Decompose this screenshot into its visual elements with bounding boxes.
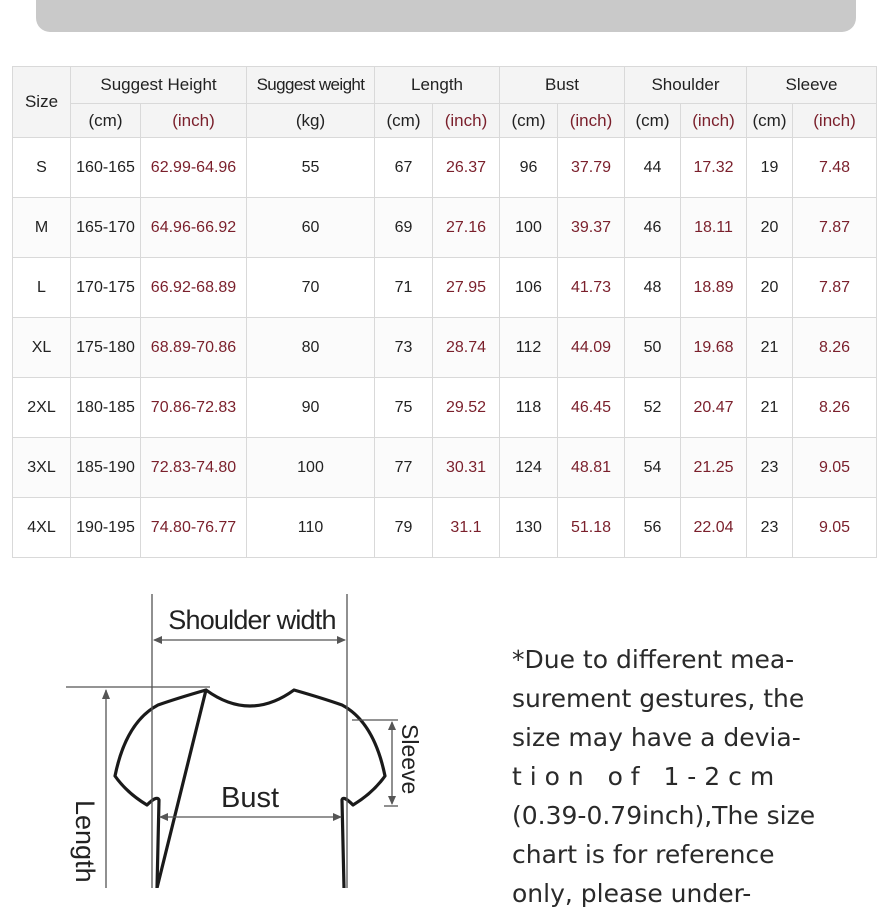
table-cell: 55 xyxy=(247,138,375,198)
title-banner xyxy=(36,0,856,32)
size-cell: M xyxy=(13,198,71,258)
table-row xyxy=(13,438,877,498)
table-cell: 51.18 xyxy=(558,498,625,558)
header-suggest-height: Suggest Height xyxy=(71,67,247,104)
size-chart-table-wrap xyxy=(12,66,876,558)
table-cell: 54 xyxy=(625,438,681,498)
note-line: *Due to different mea- xyxy=(512,645,795,674)
table-cell: 46 xyxy=(625,198,681,258)
table-cell: 27.16 xyxy=(433,198,500,258)
table-cell: 73 xyxy=(375,318,433,378)
table-cell: 7.87 xyxy=(793,258,877,318)
table-cell: 72.83-74.80 xyxy=(141,438,247,498)
table-cell: 80 xyxy=(247,318,375,378)
table-cell: 52 xyxy=(625,378,681,438)
table-cell: 74.80-76.77 xyxy=(141,498,247,558)
table-cell: 110 xyxy=(247,498,375,558)
table-cell: 20.47 xyxy=(681,378,747,438)
header-shoulder: Shoulder xyxy=(625,67,747,104)
table-cell: 20 xyxy=(747,198,793,258)
table-cell: 106 xyxy=(500,258,558,318)
length-label: Length xyxy=(70,800,100,883)
table-cell: 66.92-68.89 xyxy=(141,258,247,318)
table-cell: 46.45 xyxy=(558,378,625,438)
table-cell: 18.11 xyxy=(681,198,747,258)
table-cell: 56 xyxy=(625,498,681,558)
table-cell: 69 xyxy=(375,198,433,258)
table-cell: 90 xyxy=(247,378,375,438)
table-cell: 30.31 xyxy=(433,438,500,498)
unit-length-inch: (inch) xyxy=(433,104,500,138)
note-line: t i o n o f 1 - 2 c m xyxy=(512,762,775,791)
table-cell: 180-185 xyxy=(71,378,141,438)
unit-bust-inch: (inch) xyxy=(558,104,625,138)
table-cell: 39.37 xyxy=(558,198,625,258)
table-cell: 100 xyxy=(247,438,375,498)
table-cell: 118 xyxy=(500,378,558,438)
table-row xyxy=(13,198,877,258)
table-cell: 21 xyxy=(747,378,793,438)
table-cell: 71 xyxy=(375,258,433,318)
note-line: chart is for reference xyxy=(512,840,775,869)
table-cell: 60 xyxy=(247,198,375,258)
table-cell: 62.99-64.96 xyxy=(141,138,247,198)
table-cell: 100 xyxy=(500,198,558,258)
size-cell: 4XL xyxy=(13,498,71,558)
table-row xyxy=(13,138,877,198)
table-cell: 67 xyxy=(375,138,433,198)
table-row xyxy=(13,498,877,558)
table-cell: 29.52 xyxy=(433,378,500,438)
table-cell: 96 xyxy=(500,138,558,198)
table-cell: 21 xyxy=(747,318,793,378)
table-cell: 165-170 xyxy=(71,198,141,258)
tshirt-measurement-diagram xyxy=(0,580,500,888)
unit-shoulder-cm: (cm) xyxy=(625,104,681,138)
table-cell: 19 xyxy=(747,138,793,198)
table-cell: 26.37 xyxy=(433,138,500,198)
size-cell: S xyxy=(13,138,71,198)
header-size: Size xyxy=(13,67,71,138)
table-cell: 44.09 xyxy=(558,318,625,378)
unit-sleeve-inch: (inch) xyxy=(793,104,877,138)
note-line: size may have a devia- xyxy=(512,723,801,752)
length-arrow-head xyxy=(102,689,110,699)
table-cell: 41.73 xyxy=(558,258,625,318)
table-cell: 70.86-72.83 xyxy=(141,378,247,438)
table-cell: 50 xyxy=(625,318,681,378)
table-cell: 48.81 xyxy=(558,438,625,498)
unit-height-cm: (cm) xyxy=(71,104,141,138)
unit-shoulder-inch: (inch) xyxy=(681,104,747,138)
table-cell: 37.79 xyxy=(558,138,625,198)
size-rows xyxy=(13,138,877,558)
table-cell: 48 xyxy=(625,258,681,318)
table-cell: 68.89-70.86 xyxy=(141,318,247,378)
table-cell: 64.96-66.92 xyxy=(141,198,247,258)
unit-bust-cm: (cm) xyxy=(500,104,558,138)
size-cell: XL xyxy=(13,318,71,378)
size-cell: 3XL xyxy=(13,438,71,498)
table-cell: 8.26 xyxy=(793,318,877,378)
table-cell: 21.25 xyxy=(681,438,747,498)
sleeve-arrow-bottom-head xyxy=(388,796,396,805)
header-bust: Bust xyxy=(500,67,625,104)
table-cell: 77 xyxy=(375,438,433,498)
header-sleeve: Sleeve xyxy=(747,67,877,104)
bust-arrow-left-head xyxy=(159,813,168,821)
table-cell: 7.87 xyxy=(793,198,877,258)
header-suggest-weight: Suggest weight xyxy=(247,67,375,104)
table-cell: 9.05 xyxy=(793,498,877,558)
shoulder-width-label: Shoulder width xyxy=(168,605,336,635)
shoulder-width-arrow-right-head xyxy=(337,636,346,644)
shoulder-width-arrow-left-head xyxy=(153,636,162,644)
table-cell: 23 xyxy=(747,438,793,498)
table-cell: 19.68 xyxy=(681,318,747,378)
note-line: (0.39-0.79inch),The size xyxy=(512,801,816,830)
sleeve-arrow-top-head xyxy=(388,721,396,730)
sleeve-label: Sleeve xyxy=(397,724,423,795)
bust-arrow-right-head xyxy=(333,813,342,821)
size-chart-table xyxy=(12,66,877,558)
note-line: surement gestures, the xyxy=(512,684,805,713)
note-line: only, please under- xyxy=(512,879,752,908)
table-cell: 124 xyxy=(500,438,558,498)
table-cell: 9.05 xyxy=(793,438,877,498)
table-cell: 23 xyxy=(747,498,793,558)
unit-height-inch: (inch) xyxy=(141,104,247,138)
table-cell: 44 xyxy=(625,138,681,198)
size-cell: 2XL xyxy=(13,378,71,438)
table-cell: 8.26 xyxy=(793,378,877,438)
table-cell: 175-180 xyxy=(71,318,141,378)
table-cell: 7.48 xyxy=(793,138,877,198)
unit-weight-kg: (kg) xyxy=(247,104,375,138)
bust-label: Bust xyxy=(220,782,280,814)
table-cell: 70 xyxy=(247,258,375,318)
table-cell: 17.32 xyxy=(681,138,747,198)
table-cell: 185-190 xyxy=(71,438,141,498)
table-cell: 22.04 xyxy=(681,498,747,558)
table-cell: 75 xyxy=(375,378,433,438)
table-cell: 190-195 xyxy=(71,498,141,558)
table-cell: 28.74 xyxy=(433,318,500,378)
table-cell: 31.1 xyxy=(433,498,500,558)
header-length: Length xyxy=(375,67,500,104)
unit-length-cm: (cm) xyxy=(375,104,433,138)
table-cell: 27.95 xyxy=(433,258,500,318)
table-cell: 170-175 xyxy=(71,258,141,318)
size-deviation-note xyxy=(512,640,832,913)
table-cell: 20 xyxy=(747,258,793,318)
unit-sleeve-cm: (cm) xyxy=(747,104,793,138)
size-cell: L xyxy=(13,258,71,318)
table-cell: 130 xyxy=(500,498,558,558)
table-cell: 18.89 xyxy=(681,258,747,318)
table-cell: 112 xyxy=(500,318,558,378)
table-row xyxy=(13,378,877,438)
table-row xyxy=(13,318,877,378)
table-row xyxy=(13,258,877,318)
table-cell: 160-165 xyxy=(71,138,141,198)
table-cell: 79 xyxy=(375,498,433,558)
